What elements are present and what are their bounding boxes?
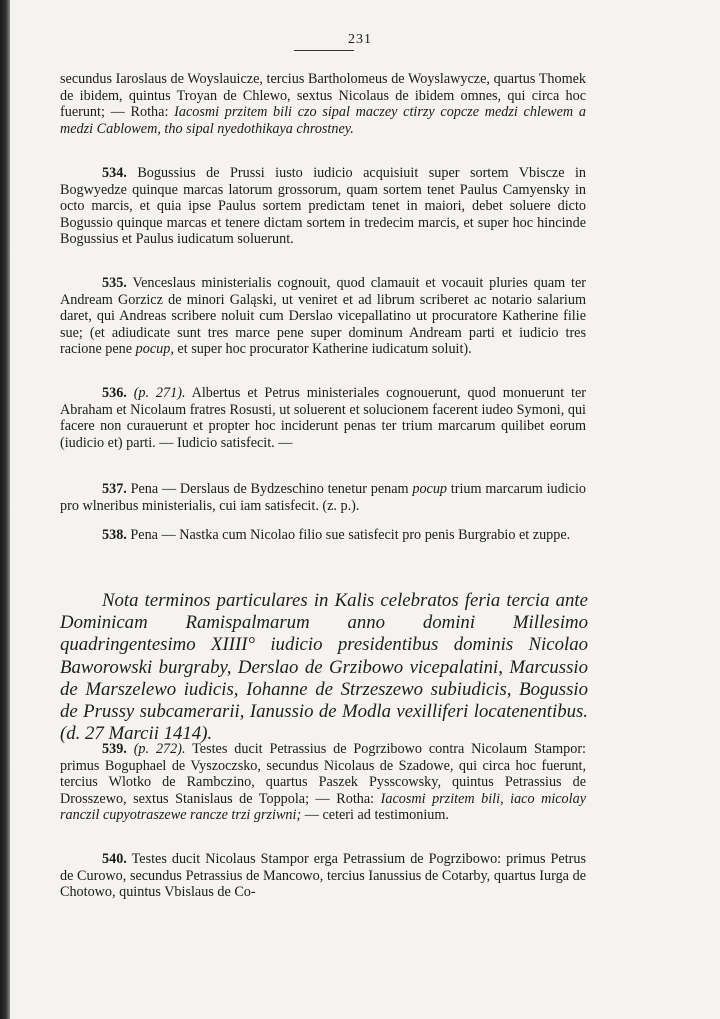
entry-text: Testes ducit Petrassius de Pogrzibowo contra Nicolaum Stampor: primus Boguphael de Vyszoczsko, secundus Nicolaus de Szadowe, qui circa hoc fuerunt, tercius Wlotko de Rambczino, quartus Paszek Pysscowsky, quintus Petrassius de Drosszewo, sextus Stanislaus de Toppola; — Rotha: [60, 741, 586, 807]
entry-text-end: , et super hoc procurator Katherine iudicatum soluit). [170, 341, 472, 358]
entry-number: 535. [102, 275, 127, 291]
entry-number: 537. [102, 481, 127, 497]
entry-text-end: trium marcarum iudicio pro wlneribus ministerialis, cui iam satisfecit. (z. p.). [60, 481, 587, 514]
entry-text: Albertus et Petrus ministeriales cognouerunt, quod monuerunt ter Abraham et Nicolaum fratres Rosusti, ut soluerent et solucionem facerent iudeo Symoni, qui facere non curauerunt et propter hoc inciderunt penas ter trium marcarum quilibet eorum (iudicio et) parti. — Iudicio satisfecit. — [60, 385, 587, 451]
book-binding-edge [0, 0, 10, 1019]
entry-540 [60, 851, 586, 901]
entry-text: Pena — Nastka cum Nicolao filio sue satisfecit pro penis Burgrabio et zuppe. [130, 527, 571, 543]
entry-number: 539. [102, 741, 127, 757]
entry-text: Bogussius de Prussi iusto iudicio acquisiuit super sortem Vbiscze in Bogwyedze quinque marcas latorum grossorum, quam sortem tenet Paulus Camyensky in octo marcis, et quia ipse Paulus sortem predictam tenet in maiori, debet soluere dicto Bogussio quinque marcas et tenere dictam sortem in tredecim marcis, et super hoc hincinde Bogussius et Paulus iudicatum soluerunt. [60, 165, 587, 248]
entry-number: 534. [102, 165, 127, 181]
section-heading: Nota terminos particulares in Kalis celebratos feria tercia ante Dominicam Ramispalmarum anno domini Millesimo quadringentesimo XIIII° iudicio presidentibus dominis Nicolao Baworowski burgraby, Derslao de Grzibowo vicepalatini, Marcussio de Marszelewo iudicis, Iohanne de Strzeszewo subiudicis, Bogussio de Prussy subcamerarii, Ianussio de Modla vexilliferi locatenentibus. (d. 27 Marcii 1414). [60, 590, 588, 745]
entry-539 [60, 741, 586, 824]
entry-text: Pena — Derslaus de Bydzeschino tenetur penam [130, 481, 413, 497]
entry-number: 536. [102, 385, 127, 401]
entry-number: 538. [102, 527, 127, 543]
entry-page-reference: (p. 271). [133, 385, 186, 401]
header-rule [294, 50, 354, 51]
entry-535 [60, 275, 586, 358]
entry-text: Venceslaus ministerialis cognouit, quod clamauit et vocauit pluries quam ter Andream Gorzicz de minori Galąski, ut veniret et ad librum scriberet ac notario salarium daret, qui Andreas scribere noluit cum Derslao vicepallatino ut procuratore Katherine filie sue; (et adiudicate sunt tres marce pene super dominum Andream parti et iudicio tres racione pene [60, 275, 586, 358]
continuation-text: secundus Iaroslaus de Woyslauicze, tercius Bartholomeus de Woyslawycze, quartus Thomek de ibidem, quintus Troyan de Chlewo, sextus Nicolaus de ibidem omnes, qui circa hoc fuerunt; — Rotha: [60, 71, 586, 121]
entry-italic-word: pocup [412, 481, 448, 497]
entry-538 [60, 527, 586, 544]
rotha-quote: Iacosmi przitem bili czo sipal maczey ctirzy copcze medzi chlewem a medzi Cablowem, tho sipal nyedothikaya chrostney. [60, 104, 587, 137]
entry-534 [60, 165, 586, 248]
entry-text: Testes ducit Nicolaus Stampor erga Petrassium de Pogrzibowo: primus Petrus de Curowo, secundus Petrassius de Mancowo, tercius Ianussius de Cotarby, quartus Iurga de Chotowo, quintus Vbislaus de Co- [60, 851, 586, 901]
entry-text-end: — ceteri ad testimonium. [301, 807, 449, 824]
entry-page-reference: (p. 272). [133, 741, 186, 757]
continuation-paragraph [60, 71, 586, 137]
entry-italic-word: pocup [135, 341, 171, 358]
entry-537 [60, 481, 586, 514]
page-number: 231 [348, 32, 372, 47]
rotha-quote: Iacosmi przitem bili, iaco micolay ranczil cupyotraszewe rancze trzi grziwni; [60, 790, 586, 824]
entry-number: 540. [102, 851, 127, 867]
entry-536 [60, 385, 586, 451]
